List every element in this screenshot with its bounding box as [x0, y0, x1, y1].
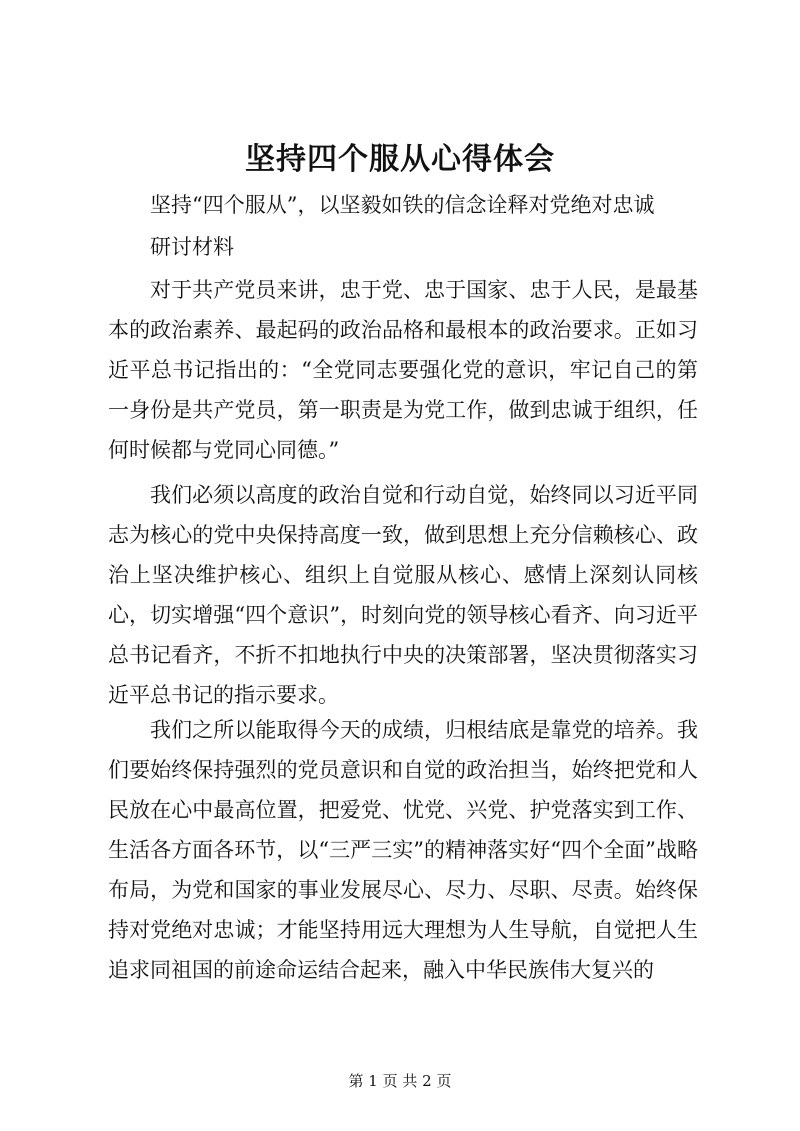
document-title: 坚持四个服从心得体会 [245, 142, 555, 177]
subtitle-line-2: 研讨材料 [150, 235, 234, 259]
page-footer: 第 1 页 共 2 页 [348, 1072, 452, 1090]
body-paragraph-1-container [108, 270, 698, 470]
body-paragraph-1: 对于共产党员来讲，忠于党、忠于国家、忠于人民，是最基本的政治素养、最起码的政治品格和最根本的政治要求。正如习近平总书记指出的：“全党同志要强化党的意识，牢记自己的第一身份是共产党员，第一职责是为党工作，做到忠诚于组织，任何时候都与党同心同德。” [108, 278, 698, 462]
body-paragraph-2-container [108, 475, 698, 715]
subtitle-line-1: 坚持“四个服从”，以坚毅如铁的信念诠释对党绝对忠诚 [150, 193, 655, 217]
body-paragraph-3: 我们之所以能取得今天的成绩，归根结底是靠党的培养。我们要始终保持强烈的党员意识和自觉的政治担当，始终把党和人民放在心中最高位置，把爱党、忧党、兴党、护党落实到工作、生活各方面各环节，以“三严三实”的精神落实好“四个全面”战略布局，为党和国家的事业发展尽心、尽力、尽职、尽责。始终保持对党绝对忠诚；才能坚持用远大理想为人生导航，自觉把人生追求同祖国的前途命运结合起来，融入中华民族伟大复兴的 [108, 718, 698, 982]
body-paragraph-3-container [108, 710, 698, 990]
body-paragraph-2: 我们必须以高度的政治自觉和行动自觉，始终同以习近平同志为核心的党中央保持高度一致，做到思想上充分信赖核心、政治上坚决维护核心、组织上自觉服从核心、感情上深刻认同核心，切实增强“四个意识”，时刻向党的领导核心看齐、向习近平总书记看齐，不折不扣地执行中央的决策部署，坚决贯彻落实习近平总书记的指示要求。 [108, 483, 698, 707]
